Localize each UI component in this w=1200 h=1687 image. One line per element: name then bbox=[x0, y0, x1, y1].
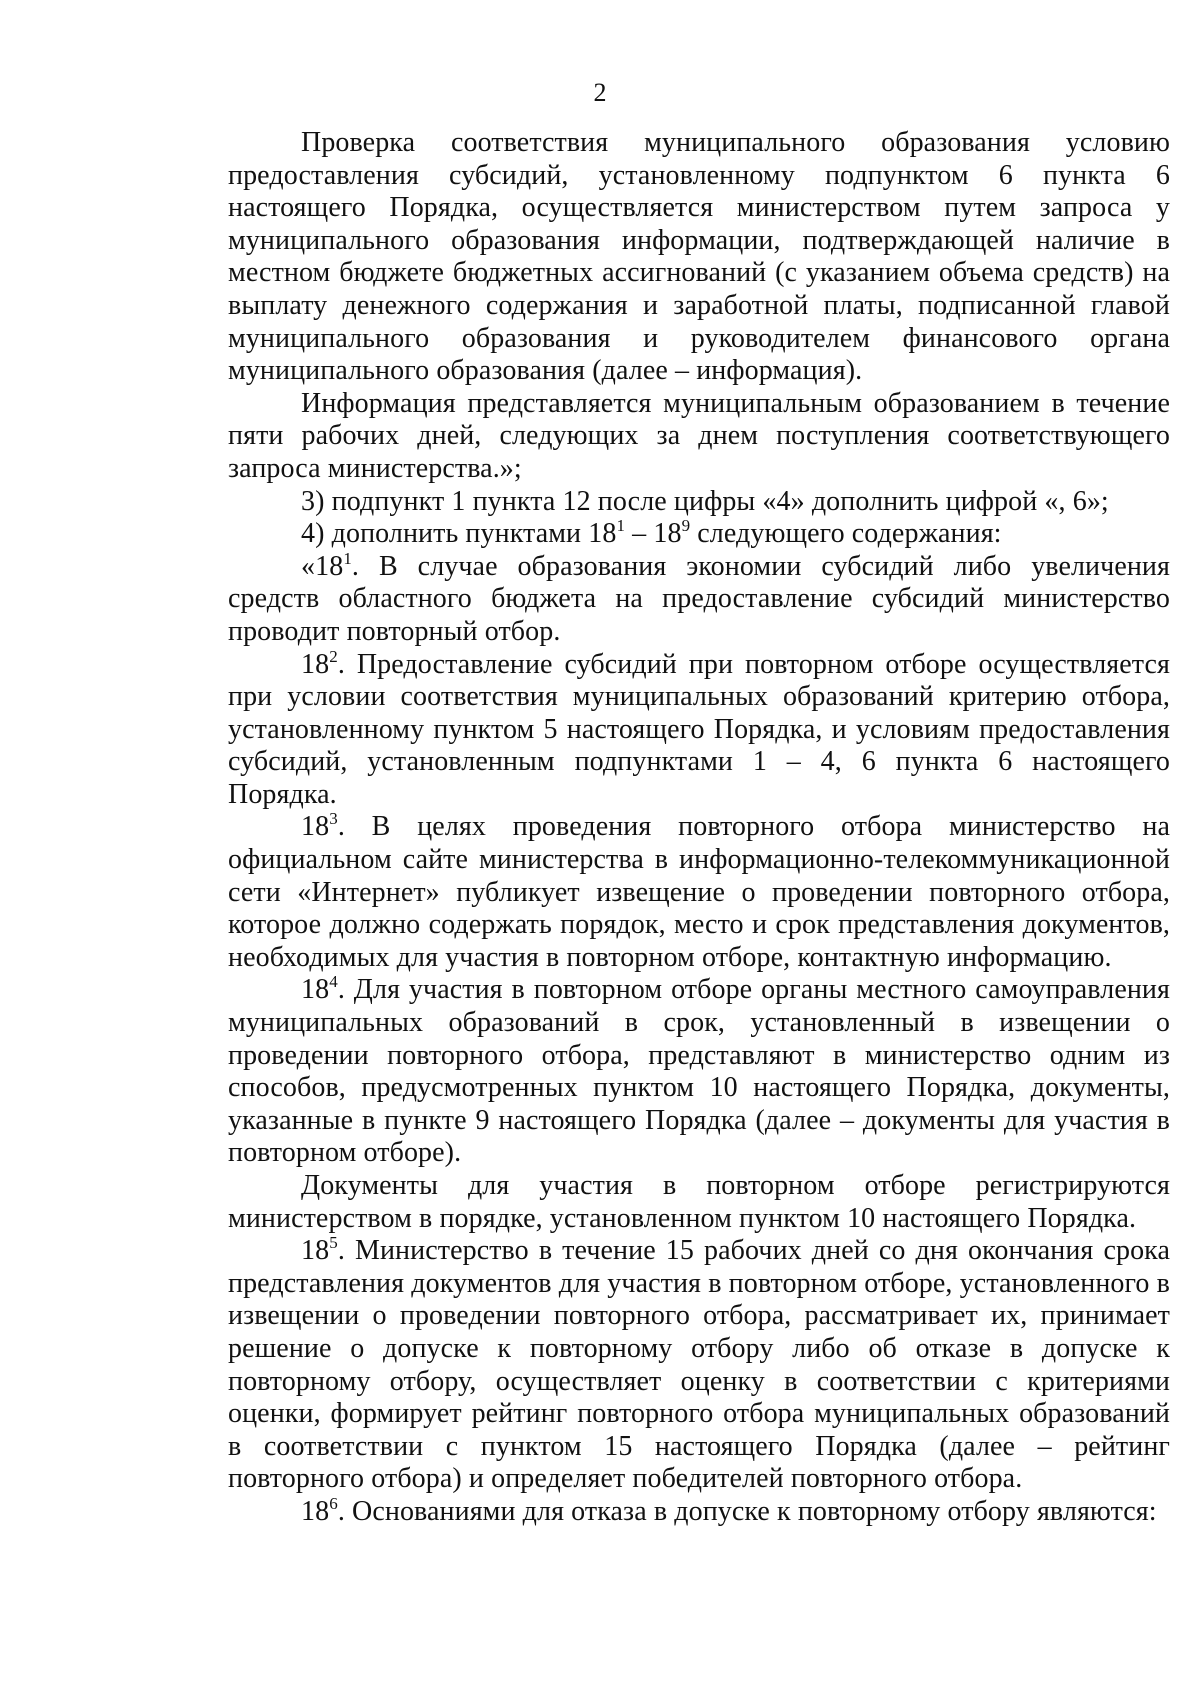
paragraph-text: «18 bbox=[301, 550, 344, 582]
paragraph-text: . Министерство в течение 15 рабочих дней со дня окончания срока представления документов для участия в повторном отборе, установленного в извещении о проведении повторного отбора, рассматривает их, принимает решение о допуске к повторному отбору либо об отказе в допуске к повторному отбору, осуществляет оценку в соответствии с критериями оценки, формирует рейтинг повторного отбора муниципальных образований в соответствии с пунктом 15 настоящего Порядка (далее – рейтинг повторного отбора) и определяет победителей повторного отбора. bbox=[228, 1235, 1170, 1495]
superscript: 1 bbox=[616, 516, 626, 536]
paragraph-text: 18 bbox=[301, 974, 330, 1006]
paragraph-18-1 bbox=[228, 548, 1170, 649]
superscript: 4 bbox=[329, 972, 338, 992]
paragraph-text: 4) дополнить пунктами 18 bbox=[301, 518, 617, 550]
paragraph-18-4 bbox=[228, 974, 1170, 1170]
superscript: 5 bbox=[329, 1233, 338, 1253]
paragraph-amendment-4 bbox=[228, 518, 1170, 551]
paragraph-text: 18 bbox=[301, 1495, 330, 1527]
paragraph-documents-registration bbox=[228, 1170, 1170, 1235]
paragraph-text: . Для участия в повторном отборе органы местного самоуправления муниципальных образований в срок, установленный в извещении о проведении повторного отбора, представляют в министерство одним из способов, предусмотренных пунктом 10 настоящего Порядка, документы, указанные в пункте 9 настоящего Порядка (далее – документы для участия в повторном отборе). bbox=[228, 974, 1170, 1169]
superscript: 9 bbox=[681, 516, 691, 536]
paragraph-18-3 bbox=[228, 811, 1170, 974]
paragraph-text: . Основаниями для отказа в допуске к повторному отбору являются: bbox=[337, 1495, 1157, 1527]
paragraph-text: Проверка соответствия муниципального образования условию предоставления субсидий, установленному подпунктом 6 пункта 6 настоящего Порядка, осуществляется министерством путем запроса у муниципального образования информации, подтверждающей наличие в местном бюджете бюджетных ассигнований (с указанием объема средств) на выплату денежного содержания и заработной платы, подписанной главой муниципального образования и руководителем финансового органа муниципального образования (далее – информация). bbox=[228, 127, 1170, 387]
paragraph-text: . Предоставление субсидий при повторном отборе осуществляется при условии соответствия муниципальных образований критерию отбора, установленному пунктом 5 настоящего Порядка, и условиям предоставления субсидий, установленным подпунктами 1 – 4, 6 пункта 6 настоящего Порядка. bbox=[228, 648, 1170, 810]
paragraph-text: – 18 bbox=[625, 518, 682, 550]
paragraph-text: 18 bbox=[301, 648, 330, 680]
paragraph-text: Документы для участия в повторном отборе регистрируются министерством в порядке, установленном пунктом 10 настоящего Порядка. bbox=[228, 1170, 1170, 1234]
page-number: 2 bbox=[593, 78, 607, 107]
document-body bbox=[228, 127, 1170, 1529]
paragraph-verification bbox=[228, 127, 1170, 388]
paragraph-text: Информация представляется муниципальным образованием в течение пяти рабочих дней, следующих за днем поступления соответствующего запроса министерства.»; bbox=[228, 387, 1170, 484]
paragraph-18-6 bbox=[228, 1493, 1170, 1529]
superscript: 2 bbox=[329, 646, 338, 666]
paragraph-18-2 bbox=[228, 646, 1170, 812]
paragraph-18-5 bbox=[228, 1235, 1170, 1496]
paragraph-text: 3) подпункт 1 пункта 12 после цифры «4» дополнить цифрой «, 6»; bbox=[301, 485, 1109, 517]
paragraph-text: 18 bbox=[301, 811, 330, 843]
paragraph-text: . В целях проведения повторного отбора министерство на официальном сайте министерства в информационно-телекоммуникационной сети «Интернет» публикует извещение о проведении повторного отбора, которое должно содержать порядок, место и срок представления документов, необходимых для участия в повторном отборе, контактную информацию. bbox=[228, 811, 1170, 973]
superscript: 1 bbox=[343, 548, 352, 568]
paragraph-text: . В случае образования экономии субсидий либо увеличения средств областного бюджета на предоставление субсидий министерство проводит повторный отбор. bbox=[228, 550, 1170, 647]
superscript: 6 bbox=[329, 1493, 338, 1513]
paragraph-text: 18 bbox=[301, 1235, 330, 1267]
paragraph-amendment-3 bbox=[228, 486, 1170, 519]
paragraph-information-deadline bbox=[228, 388, 1170, 486]
paragraph-text: следующего содержания: bbox=[690, 518, 1002, 550]
superscript: 3 bbox=[329, 809, 338, 829]
